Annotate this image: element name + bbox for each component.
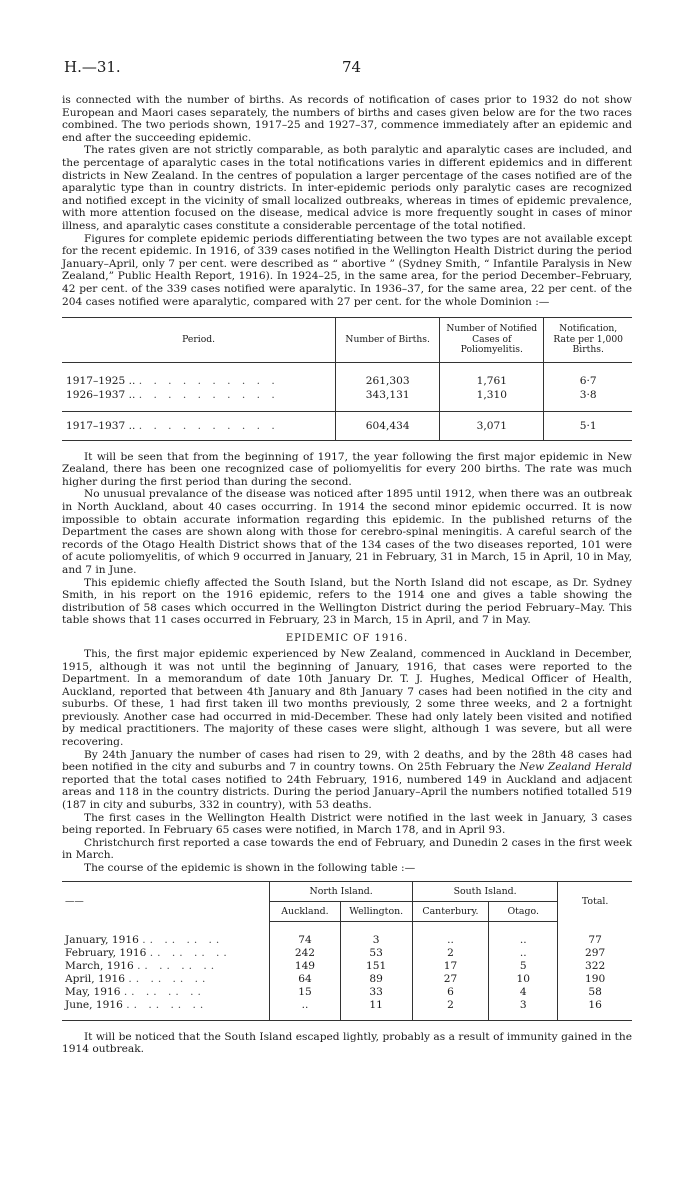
cell-otago: 3 <box>489 999 558 1021</box>
dot-leader: . . . . . . . . . . <box>138 388 279 401</box>
cell-births: 604,434 <box>336 411 440 440</box>
newspaper-title: New Zealand Herald <box>519 761 633 774</box>
cell-auckland: 15 <box>270 986 340 999</box>
page-header <box>62 58 632 94</box>
paragraph-text: reported that the total cases notified to 24th February, 1916, numbered 149 in Auckland and adjacent areas and 118 in the country districts. During the period January–April the numbers notified totalled 519 (187 in city and suburbs, 332 in country), with 53 deaths. <box>62 773 632 812</box>
row-month: June, 1916 <box>65 999 123 1012</box>
cell-rate: 5·1 <box>544 411 632 440</box>
cell-rate: 6·7 <box>544 362 632 388</box>
column-header-canterbury: Canterbury. <box>412 901 488 921</box>
section-heading: EPIDEMIC OF 1916. <box>285 632 409 644</box>
dot-leader: .. .. .. .. <box>149 947 231 960</box>
dot-leader: .. .. .. .. <box>142 933 224 946</box>
dot-leader: . . . . . . . . . . <box>138 374 279 387</box>
group-header-north-island: North Island. <box>270 881 412 901</box>
paragraph <box>62 749 632 812</box>
cell-canterbury: 2 <box>412 947 488 960</box>
column-header-cases: Number of Notified Cases of Poliomyelitis. <box>440 318 544 363</box>
cell-total: 322 <box>558 960 632 973</box>
paragraph: Figures for complete epidemic periods differentiating between the two types are not available except for the recent epidemic. In 1916, of 339 cases notified in the Wellington Health District during the period January–April, only 7 per cent. were described as “ abortive ” (Sydney Smith, “ Infantile Paralysis in New Zealand,” Public Health Report, 1916). In 1924–25, in the same area, for the period December–February, 42 per cent. of the 339 cases notified were aparalytic. In 1936–37, for the same area, 22 per cent. of the 204 cases notified were aparalytic, compared with 27 per cent. for the whole Dominion :— <box>62 232 632 308</box>
row-month: April, 1916 <box>65 973 125 986</box>
epidemic-course-table <box>62 881 632 1021</box>
table-row <box>62 388 632 412</box>
row-month: May, 1916 <box>65 986 121 999</box>
paragraph: This epidemic chiefly affected the South Island, but the North Island did not escape, as Dr. Sydney Smith, in his report on the 1916 epidemic, refers to the 1914 one and gives a table showing the distribution of 58 cases which occurred in the Wellington District during the period February–May. This table shows that 11 cases occurred in February, 23 in March, 15 in April, and 7 in May. <box>62 576 632 627</box>
row-period: 1917–1937 .. <box>66 419 136 432</box>
paragraph: Christchurch first reported a case towards the end of February, and Dunedin 2 cases in the first week in March. <box>62 836 632 862</box>
cell-wellington: 89 <box>340 973 412 986</box>
table-header-row <box>62 881 632 901</box>
column-header-otago: Otago. <box>489 901 558 921</box>
cell-canterbury: 27 <box>412 973 488 986</box>
cell-auckland: 149 <box>270 960 340 973</box>
paragraph: is connected with the number of births. As records of notification of cases prior to 1932 do not show European and Maori cases separately, the numbers of births and cases given below are for the two races combined. The two periods shown, 1917–25 and 1927–37, commence immediately after an epidemic and end after the succeeding epidemic. <box>62 94 632 144</box>
table-total-row <box>62 411 632 440</box>
cell-canterbury: 17 <box>412 960 488 973</box>
cell-rate: 3·8 <box>544 388 632 412</box>
cell-total: 16 <box>558 999 632 1021</box>
births-notifications-table <box>62 317 632 441</box>
document-reference: H.—31. <box>64 58 121 76</box>
table-row <box>62 973 632 986</box>
cell-auckland: 242 <box>270 947 340 960</box>
document-page <box>62 58 632 1056</box>
table-row <box>62 947 632 960</box>
cell-cases: 1,310 <box>440 388 544 412</box>
column-header-rate: Notification, Rate per 1,000 Births. <box>544 318 632 363</box>
cell-canterbury: 6 <box>412 986 488 999</box>
dot-leader: .. .. .. .. <box>128 973 210 986</box>
dot-leader: . . . . . . . . . . <box>138 419 279 432</box>
cell-births: 261,303 <box>336 362 440 388</box>
stub-header: —— <box>65 895 84 907</box>
table-row <box>62 921 632 947</box>
cell-canterbury: .. <box>412 921 488 947</box>
cell-canterbury: 2 <box>412 999 488 1021</box>
cell-otago: 10 <box>489 973 558 986</box>
row-month: March, 1916 <box>65 960 134 973</box>
group-header-south-island: South Island. <box>412 881 557 901</box>
paragraph: The rates given are not strictly comparable, as both paralytic and aparalytic cases are included, and the percentage of aparalytic cases in the total notifications varies in different epidemics and in different districts in New Zealand. In the centres of population a larger percentage of the cases notified are of the aparalytic type than in country districts. In inter-epidemic periods only paralytic cases are recognized and notified except in the vicinity of small localized outbreaks, whereas in times of epidemic prevalence, with more attention focused on the disease, medical advice is more frequently sought in cases of minor illness, and aparalytic cases constitute a considerable percentage of the total notified. <box>62 144 632 232</box>
column-header-auckland: Auckland. <box>270 901 340 921</box>
table-header-row <box>62 318 632 363</box>
cell-auckland: 64 <box>270 973 340 986</box>
cell-otago: .. <box>489 921 558 947</box>
cell-wellington: 11 <box>340 999 412 1021</box>
paragraph: No unusual prevalance of the disease was noticed after 1895 until 1912, when there was an outbreak in North Auckland, about 40 cases occurring. In 1914 the second minor epidemic occurred. It is now impossible to obtain accurate information regarding this epidemic. In the published returns of the Department the cases are shown along with those for cerebro-spinal meningitis. A careful search of the records of the Otago Health District shows that of the 134 cases of the two diseases reported, 101 were of acute poliomyelitis, of which 9 occurred in January, 21 in February, 31 in March, 15 in April, 10 in May, and 7 in June. <box>62 488 632 576</box>
cell-wellington: 53 <box>340 947 412 960</box>
cell-otago: .. <box>489 947 558 960</box>
paragraph-text: By 24th January the number of cases had risen to 29, with 2 deaths, and by the 28th 48 cases had been notified in the city and suburbs and 7 in country towns. On 25th February the <box>62 748 632 774</box>
table-row <box>62 362 632 388</box>
cell-total: 77 <box>558 921 632 947</box>
cell-wellington: 151 <box>340 960 412 973</box>
table-row <box>62 986 632 999</box>
cell-otago: 5 <box>489 960 558 973</box>
paragraph: This, the first major epidemic experienced by New Zealand, commenced in Auckland in December, 1915, although it was not until the beginning of January, 1916, that cases were reported to the Department. In a memorandum of date 10th January Dr. T. J. Hughes, Medical Officer of Health, Auckland, reported that between 4th January and 8th January 7 cases had been notified in the city and suburbs. Of these, 1 had first taken ill two months previously, 2 some three weeks, and 2 a fortnight previously. Another case had occurred in mid-December. These had only lately been visited and notified by medical practitioners. The majority of these cases were slight, although 1 was severe, but all were recovering. <box>62 647 632 749</box>
cell-wellington: 3 <box>340 921 412 947</box>
table-row <box>62 960 632 973</box>
cell-auckland: .. <box>270 999 340 1021</box>
cell-total: 58 <box>558 986 632 999</box>
table-row <box>62 999 632 1021</box>
paragraph: The course of the epidemic is shown in the following table :— <box>84 862 416 874</box>
column-header-total: Total. <box>558 881 632 921</box>
cell-births: 343,131 <box>336 388 440 412</box>
row-month: February, 1916 <box>65 947 147 960</box>
page-number: 74 <box>342 58 362 76</box>
paragraph: It will be noticed that the South Island escaped lightly, probably as a result of immunity gained in the 1914 outbreak. <box>62 1030 632 1056</box>
column-header-period: Period. <box>62 318 336 363</box>
row-period: 1926–1937 .. <box>66 388 136 401</box>
dot-leader: .. .. .. .. <box>123 986 205 999</box>
cell-otago: 4 <box>489 986 558 999</box>
cell-total: 297 <box>558 947 632 960</box>
cell-total: 190 <box>558 973 632 986</box>
column-header-births: Number of Births. <box>336 318 440 363</box>
row-period: 1917–1925 .. <box>66 374 136 387</box>
cell-cases: 1,761 <box>440 362 544 388</box>
cell-cases: 3,071 <box>440 411 544 440</box>
cell-wellington: 33 <box>340 986 412 999</box>
column-header-wellington: Wellington. <box>340 901 412 921</box>
dot-leader: .. .. .. .. <box>137 960 219 973</box>
row-month: January, 1916 <box>65 933 139 946</box>
paragraph: The first cases in the Wellington Health District were notified in the last week in January, 3 cases being reported. In February 65 cases were notified, in March 178, and in April 93. <box>62 811 632 837</box>
cell-auckland: 74 <box>270 921 340 947</box>
paragraph: It will be seen that from the beginning of 1917, the year following the first major epidemic in New Zealand, there has been one recognized case of poliomyelitis for every 200 births. The rate was much higher during the first period than during the second. <box>62 450 632 488</box>
dot-leader: .. .. .. .. <box>126 999 208 1012</box>
